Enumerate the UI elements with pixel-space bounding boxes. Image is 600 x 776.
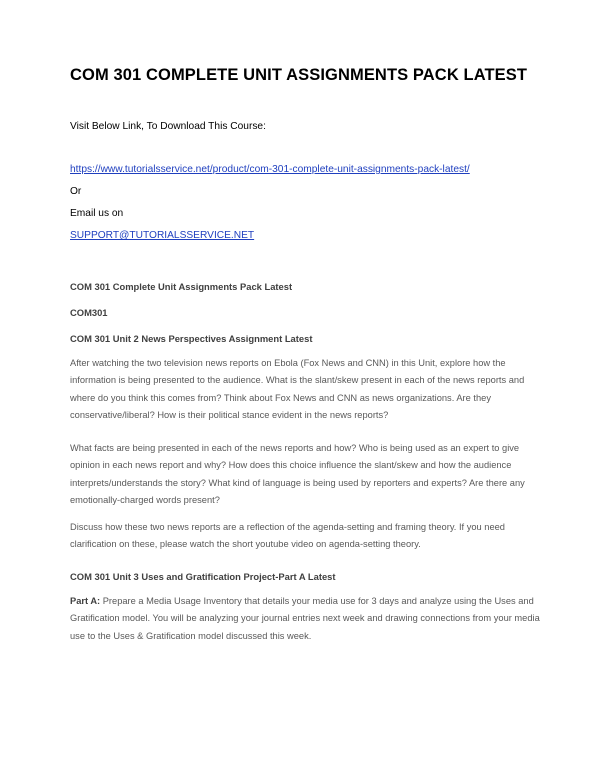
visit-instruction: Visit Below Link, To Download This Course: <box>70 121 266 132</box>
unit3-body <box>70 593 540 645</box>
unit2-body-2 <box>70 440 540 510</box>
email-label: Email us on <box>70 208 124 219</box>
unit3-paragraph-text: Prepare a Media Usage Inventory that details your media use for 3 days and analyze using the Uses and Gratification model. You will be analyzing your journal entries next week and drawing connections from your media use to the Uses & Gratification model discussed this week. <box>70 596 540 641</box>
document-title: COM 301 COMPLETE UNIT ASSIGNMENTS PACK LATEST <box>70 66 528 84</box>
unit2-body <box>70 355 540 425</box>
email-link-line <box>70 230 254 241</box>
unit2-paragraph-2: What facts are being presented in each of the news reports and how? Who is being used as an expert to give opinion in each news report and why? How does this choice influence the slant/skew and how the audience interprets/understands the story? What kind of language is being used by reporters and experts? Are there any emotionally-charged words present? <box>70 443 525 506</box>
email-link[interactable]: SUPPORT@TUTORIALSSERVICE.NET <box>70 230 255 241</box>
unit2-paragraph-3: Discuss how these two news reports are a reflection of the agenda-setting and framing theory. If you need clarification on these, please watch the short youtube video on agenda-setting theory. <box>70 522 505 550</box>
unit3-paragraph <box>70 593 540 645</box>
pack-heading: COM 301 Complete Unit Assignments Pack Latest <box>70 281 293 292</box>
course-code: COM301 <box>70 307 108 318</box>
unit2-paragraph-1: After watching the two television news reports on Ebola (Fox News and CNN) in this Unit, explore how the information is being presented to the audience. What is the slant/skew present in each of the news reports and where do you think this comes from? Think about Fox News and CNN as news organizations. Are they conservative/liberal? How is their political stance evident in the news reports? <box>70 358 525 421</box>
unit2-heading: COM 301 Unit 2 News Perspectives Assignment Latest <box>70 333 313 344</box>
course-link[interactable]: https://www.tutorialsservice.net/product/com-301-complete-unit-assignments-pack-latest/ <box>70 164 470 175</box>
or-text: Or <box>70 186 82 197</box>
unit2-body-3 <box>70 519 540 554</box>
unit3-heading: COM 301 Unit 3 Uses and Gratification Project-Part A Latest <box>70 571 336 582</box>
course-link-line <box>70 164 470 175</box>
unit3-part-label: Part A: <box>70 596 101 606</box>
